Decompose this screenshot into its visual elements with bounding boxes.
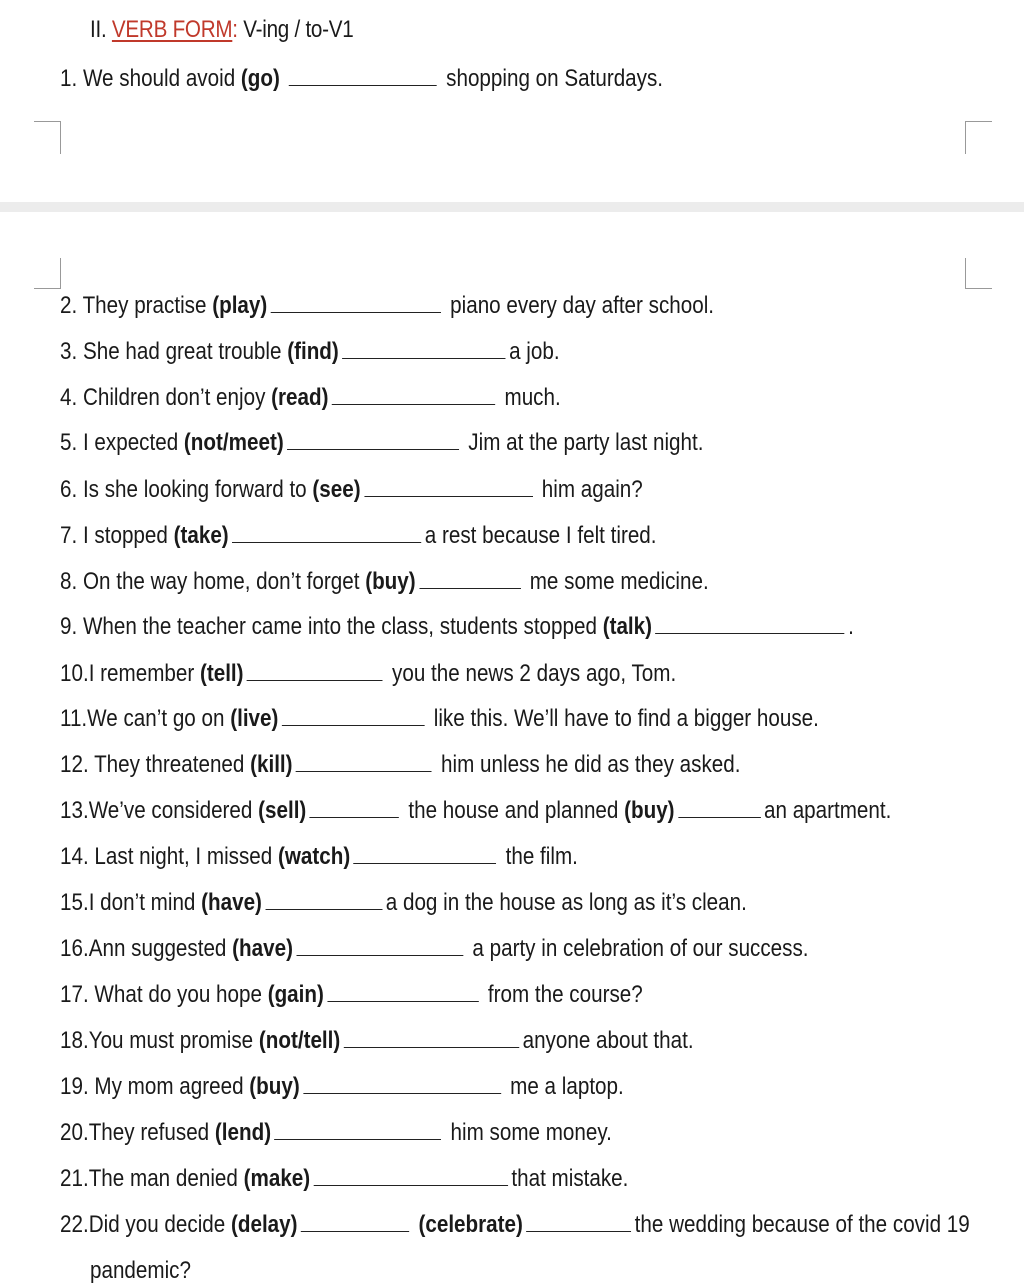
verb-prompt: (buy) <box>365 568 416 595</box>
page-corner-marker <box>965 121 992 154</box>
question-number: 15. <box>60 889 89 916</box>
question-text: him some money. <box>444 1119 612 1146</box>
question-text: from the course? <box>482 981 643 1008</box>
question-number: 3. <box>60 338 78 365</box>
question-text: They refused <box>88 1119 215 1146</box>
question-text: Is she looking forward to <box>82 476 313 503</box>
question-text: We’ve considered <box>88 797 259 824</box>
question-12 <box>60 750 741 780</box>
question-text: Children don’t enjoy <box>82 384 272 411</box>
answer-blank[interactable] <box>655 615 844 634</box>
answer-blank[interactable] <box>282 707 425 726</box>
question-21 <box>60 1164 628 1194</box>
section-colon: : <box>232 16 238 43</box>
question-text: much. <box>498 384 561 411</box>
verb-prompt: (watch) <box>277 843 351 870</box>
verb-prompt: (see) <box>312 476 361 503</box>
question-22-continuation <box>90 1256 191 1286</box>
answer-blank[interactable] <box>314 1167 508 1186</box>
question-18 <box>60 1026 694 1056</box>
question-text: me a laptop. <box>504 1073 624 1100</box>
question-22 <box>60 1210 970 1240</box>
question-number: 16. <box>60 935 89 962</box>
question-3 <box>60 337 560 367</box>
question-text: They threatened <box>88 751 251 778</box>
question-20 <box>60 1118 612 1148</box>
section-subtitle: V-ing / to-V1 <box>243 16 354 43</box>
verb-prompt: (take) <box>173 522 229 549</box>
verb-prompt: (lend) <box>214 1119 272 1146</box>
question-5 <box>60 428 703 458</box>
page-corner-marker <box>34 121 61 154</box>
answer-blank[interactable] <box>354 845 497 864</box>
question-text: a rest because I felt tired. <box>424 522 657 549</box>
question-9 <box>60 612 854 642</box>
answer-blank[interactable] <box>271 294 441 313</box>
section-number: II. <box>90 16 107 43</box>
question-text: pandemic? <box>90 1257 191 1284</box>
question-text: I expected <box>82 429 184 456</box>
question-number: 18. <box>60 1027 89 1054</box>
question-number: 6. <box>60 476 78 503</box>
answer-blank[interactable] <box>296 753 432 772</box>
verb-prompt: (make) <box>243 1165 311 1192</box>
question-8 <box>60 567 709 597</box>
question-text: I stopped <box>82 522 174 549</box>
question-text: a job. <box>509 338 560 365</box>
question-number: 1. <box>60 65 78 92</box>
question-13 <box>60 796 891 826</box>
question-19 <box>60 1072 624 1102</box>
question-10 <box>60 659 676 689</box>
question-text: You must promise <box>88 1027 259 1054</box>
question-number: 8. <box>60 568 78 595</box>
verb-prompt: (not/tell) <box>258 1027 341 1054</box>
question-text: that mistake. <box>511 1165 629 1192</box>
question-number: 9. <box>60 613 78 640</box>
question-text: She had great trouble <box>82 338 288 365</box>
verb-prompt: (celebrate) <box>418 1211 523 1238</box>
question-number: 20. <box>60 1119 89 1146</box>
verb-prompt: (have) <box>201 889 262 916</box>
question-number: 14. <box>60 843 89 870</box>
question-text: The man denied <box>88 1165 244 1192</box>
verb-prompt: (read) <box>271 384 329 411</box>
question-text: What do you hope <box>88 981 268 1008</box>
answer-blank[interactable] <box>232 524 421 543</box>
question-17 <box>60 980 643 1010</box>
question-number: 2. <box>60 292 78 319</box>
answer-blank[interactable] <box>301 1213 409 1232</box>
verb-prompt: (kill) <box>250 751 293 778</box>
question-number: 4. <box>60 384 78 411</box>
question-4 <box>60 383 561 413</box>
question-16 <box>60 934 809 964</box>
answer-blank[interactable] <box>287 431 459 450</box>
question-text: piano every day after school. <box>444 292 715 319</box>
question-text: Last night, I missed <box>88 843 278 870</box>
page-corner-marker <box>965 258 992 289</box>
verb-prompt: (buy) <box>624 797 675 824</box>
section-heading <box>90 16 353 44</box>
answer-blank[interactable] <box>526 1213 631 1232</box>
question-text: the wedding because of the covid 19 <box>634 1211 970 1238</box>
question-text: a dog in the house as long as it’s clean. <box>385 889 747 916</box>
answer-blank[interactable] <box>247 662 383 681</box>
question-text: an apartment. <box>764 797 892 824</box>
verb-prompt: (find) <box>287 338 339 365</box>
question-text: shopping on Saturdays. <box>440 65 664 92</box>
question-text: him unless he did as they asked. <box>435 751 741 778</box>
question-text: I remember <box>88 660 200 687</box>
question-number: 5. <box>60 429 78 456</box>
verb-prompt: (live) <box>230 705 279 732</box>
verb-prompt: (delay) <box>230 1211 298 1238</box>
question-number: 7. <box>60 522 78 549</box>
verb-prompt: (talk) <box>602 613 653 640</box>
verb-prompt: (have) <box>232 935 293 962</box>
page-corner-marker <box>34 258 61 289</box>
verb-prompt: (go) <box>240 65 280 92</box>
question-6 <box>60 475 643 505</box>
question-text: anyone about that. <box>522 1027 694 1054</box>
answer-blank[interactable] <box>327 983 478 1002</box>
verb-prompt: (sell) <box>258 797 307 824</box>
question-number: 19. <box>60 1073 89 1100</box>
question-text: Jim at the party last night. <box>462 429 704 456</box>
verb-prompt: (not/meet) <box>183 429 284 456</box>
question-text: the house and planned <box>402 797 625 824</box>
answer-blank[interactable] <box>332 386 495 405</box>
question-text: I don’t mind <box>88 889 202 916</box>
question-text: Did you decide <box>88 1211 231 1238</box>
document-page-1 <box>0 0 1024 202</box>
question-text: him again? <box>536 476 643 503</box>
question-text: They practise <box>82 292 213 319</box>
question-2 <box>60 291 714 321</box>
question-11 <box>60 704 819 734</box>
answer-blank[interactable] <box>303 1075 501 1094</box>
question-14 <box>60 842 578 872</box>
answer-blank[interactable] <box>310 799 399 818</box>
question-text: . <box>848 613 854 640</box>
question-text: We can’t go on <box>87 705 231 732</box>
question-text: me some medicine. <box>523 568 709 595</box>
question-number: 13. <box>60 797 89 824</box>
question-number: 17. <box>60 981 89 1008</box>
question-text: On the way home, don’t forget <box>82 568 366 595</box>
question-number: 21. <box>60 1165 89 1192</box>
answer-blank[interactable] <box>265 891 382 910</box>
question-number: 11. <box>60 705 88 732</box>
question-number: 22. <box>60 1211 89 1238</box>
question-text: the film. <box>499 843 578 870</box>
answer-blank[interactable] <box>296 937 463 956</box>
question-text: We should avoid <box>82 65 241 92</box>
answer-blank[interactable] <box>419 570 520 589</box>
verb-prompt: (play) <box>212 292 268 319</box>
question-15 <box>60 888 747 918</box>
question-text: like this. We’ll have to find a bigger house. <box>428 705 819 732</box>
question-text: a party in celebration of our success. <box>466 935 809 962</box>
question-number: 10. <box>60 660 89 687</box>
answer-blank[interactable] <box>342 340 505 359</box>
answer-blank[interactable] <box>275 1121 442 1140</box>
verb-prompt: (gain) <box>267 981 324 1008</box>
answer-blank[interactable] <box>364 478 533 497</box>
question-number: 12. <box>60 751 89 778</box>
question-text: you the news 2 days ago, Tom. <box>386 660 677 687</box>
answer-blank[interactable] <box>344 1029 519 1048</box>
question-1 <box>60 64 663 94</box>
answer-blank[interactable] <box>289 67 437 86</box>
question-text: When the teacher came into the class, students stopped <box>82 613 603 640</box>
page-separator <box>0 202 1024 212</box>
section-title: VERB FORM <box>111 16 233 43</box>
question-7 <box>60 521 657 551</box>
verb-prompt: (buy) <box>249 1073 300 1100</box>
question-text: Ann suggested <box>88 935 233 962</box>
question-text: My mom agreed <box>88 1073 250 1100</box>
verb-prompt: (tell) <box>199 660 244 687</box>
answer-blank[interactable] <box>678 799 761 818</box>
